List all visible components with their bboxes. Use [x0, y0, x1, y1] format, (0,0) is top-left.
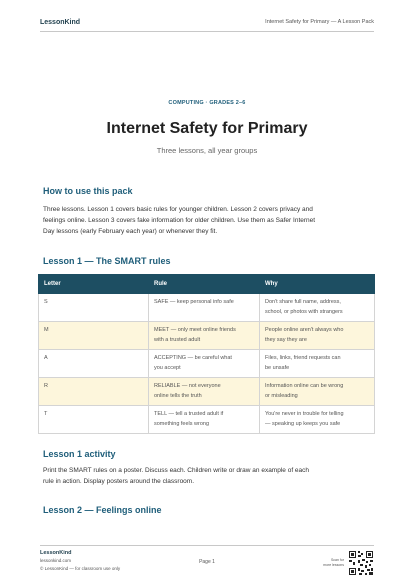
column-header-letter: Letter — [39, 275, 149, 294]
why-line: Don't share full name, address, — [265, 299, 341, 305]
how-to-paragraph — [43, 204, 373, 237]
table-row — [39, 322, 375, 350]
why-line: or misleading — [265, 393, 298, 399]
how-to-line: feelings online. Lesson 3 covers fake information for older children. Use them as Safer Internet — [43, 217, 316, 224]
page-number: Page 1 — [199, 559, 215, 565]
activity-line: Print the SMART rules on a poster. Discuss each. Children write or draw an example of each — [43, 467, 310, 474]
letter-cell: S — [39, 294, 149, 322]
letter-cell: M — [39, 322, 149, 350]
rule-cell — [149, 378, 260, 406]
how-to-line: Day lessons (early February each year) or whenever they fit. — [43, 228, 218, 235]
table-row — [39, 350, 375, 378]
rule-line: RELIABLE — not everyone — [154, 383, 221, 389]
page-subtitle: Three lessons, all year groups — [156, 146, 258, 155]
why-line: People online aren't always who — [265, 327, 344, 333]
footer-copyright: © LessonKind — for classroom use only — [40, 566, 121, 571]
header-divider — [40, 31, 374, 32]
letter-cell: T — [39, 406, 149, 434]
rule-cell — [149, 406, 260, 434]
why-line: — speaking up keeps you safe — [265, 421, 341, 427]
lesson1-heading: Lesson 1 — The SMART rules — [43, 256, 171, 266]
lesson2-heading: Lesson 2 — Feelings online — [43, 505, 162, 515]
why-cell — [260, 322, 375, 350]
page-title: Internet Safety for Primary — [106, 120, 308, 137]
activity-heading: Lesson 1 activity — [43, 449, 116, 459]
why-line: Files, links, friend requests can — [265, 355, 341, 361]
how-to-heading: How to use this pack — [43, 186, 133, 196]
rule-line: TELL — tell a trusted adult if — [154, 411, 224, 417]
why-line: Information online can be wrong — [265, 383, 344, 389]
activity-paragraph — [43, 465, 373, 487]
scan-caption — [300, 558, 344, 568]
table-row — [39, 406, 375, 434]
why-line: be unsafe — [265, 365, 290, 371]
rule-line: ACCEPTING — be careful what — [154, 355, 232, 361]
table-row — [39, 378, 375, 406]
cover-kicker: COMPUTING · GRADES 2–6 — [168, 100, 246, 106]
smart-rules-table — [38, 274, 375, 434]
rule-cell — [149, 322, 260, 350]
activity-line: rule in action. Display posters around the classroom. — [43, 478, 195, 485]
rule-line: with a trusted adult — [154, 337, 201, 343]
column-header-why: Why — [260, 275, 375, 294]
rule-line: SAFE — keep personal info safe — [154, 299, 234, 305]
why-line: they say they are — [265, 337, 307, 343]
footer-brand: LessonKind — [40, 550, 72, 556]
table-header-row — [39, 275, 375, 294]
letter-cell: A — [39, 350, 149, 378]
page-header — [40, 16, 374, 28]
footer-site-link[interactable]: lessonkind.com — [40, 558, 72, 563]
rule-line: MEET — only meet online friends — [154, 327, 236, 333]
scan-caption-line: Scan for — [330, 558, 344, 562]
why-cell — [260, 350, 375, 378]
footer-divider — [40, 545, 374, 546]
header-brand: LessonKind — [40, 18, 81, 26]
how-to-line: Three lessons. Lesson 1 covers basic rules for younger children. Lesson 2 covers privacy and — [43, 206, 313, 213]
why-line: You're never in trouble for telling — [265, 411, 344, 417]
rule-line: online tells the truth — [154, 393, 202, 399]
header-doc-label: Internet Safety for Primary — A Lesson Pack — [265, 19, 374, 25]
qr-code-icon — [348, 550, 374, 576]
why-cell — [260, 378, 375, 406]
column-header-rule: Rule — [149, 275, 260, 294]
rule-cell — [149, 294, 260, 322]
table-row — [39, 294, 375, 322]
why-cell — [260, 294, 375, 322]
why-line: school, or photos with strangers — [265, 309, 343, 315]
rule-line: something feels wrong — [154, 421, 210, 427]
rule-line: you accept — [154, 365, 181, 371]
scan-caption-line: more lessons — [323, 563, 344, 567]
letter-cell: R — [39, 378, 149, 406]
rule-cell — [149, 350, 260, 378]
why-cell — [260, 406, 375, 434]
